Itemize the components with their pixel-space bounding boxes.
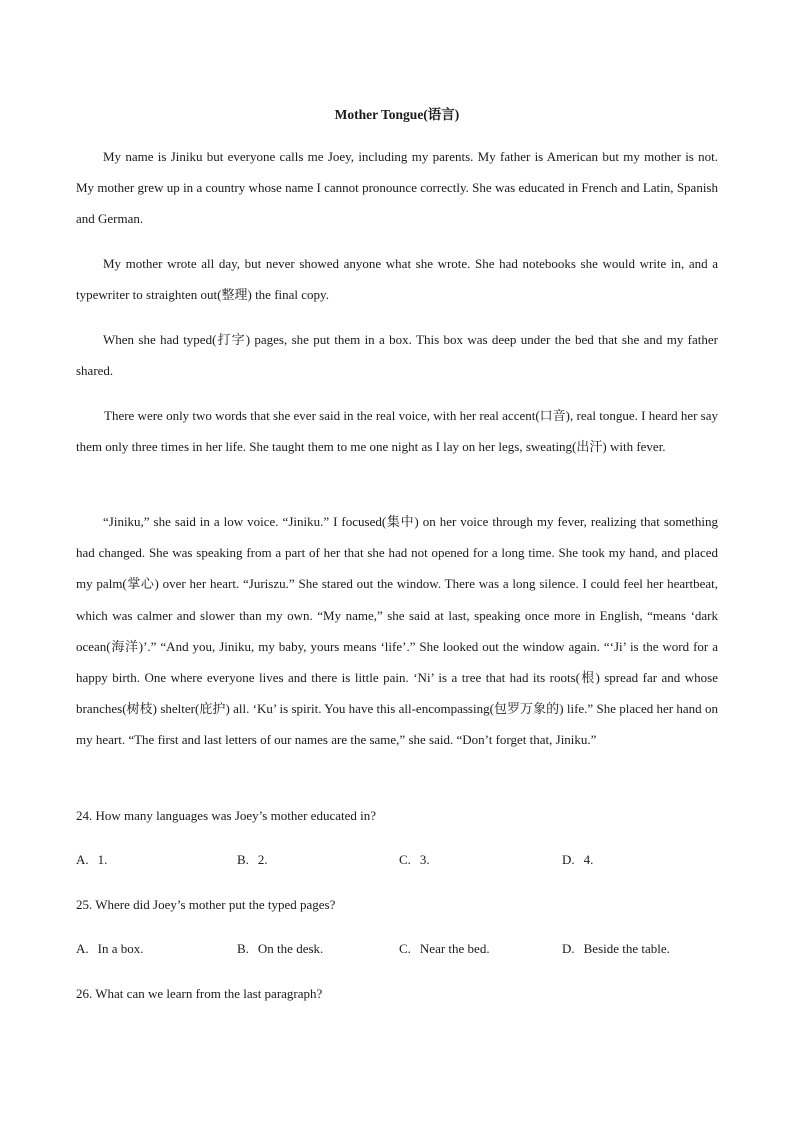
option-d[interactable]: D. Beside the table. xyxy=(562,941,670,956)
question-25-options xyxy=(76,941,736,961)
paragraph-2: My mother wrote all day, but never showed anyone what she wrote. She had notebooks she would write in, and a typewriter to straighten out(整理) the final copy. xyxy=(76,256,718,303)
option-c[interactable]: C. Near the bed. xyxy=(399,941,490,956)
option-b[interactable]: B. 2. xyxy=(237,852,268,867)
question-number: 26. xyxy=(76,986,93,1001)
option-c[interactable]: C. 3. xyxy=(399,852,430,867)
question-text: What can we learn from the last paragraph? xyxy=(95,986,323,1001)
paragraph-5: “Jiniku,” she said in a low voice. “Jiniku.” I focused(集中) on her voice through my fever, realizing that something had changed. She was speaking from a part of her that she had not opened for a long time. She took my hand, and placed my palm(掌心) over her heart. “Juriszu.” She stared out the window. There was a long silence. I could feel her heartbeat, which was calmer and slower than my own. “My name,” she said at last, speaking once more in English, “means ‘dark ocean(海洋)’.” “And you, Jiniku, my baby, yours means ‘life’.” She looked out the window again. “‘Ji’ is the word for a happy birth. One where everyone lives and there is little pain. ‘Ni’ is a tree that had its roots(根) spread far and whose branches(树枝) shelter(庇护) all. ‘Ku’ is spirit. You have this all-encompassing(包罗万象的) life.” She placed her hand on my heart. “The first and last letters of our names are the same,” she said. “Don’t forget that, Jiniku.” xyxy=(76,514,718,748)
passage-title: Mother Tongue(语言) xyxy=(334,107,460,122)
question-25 xyxy=(76,897,335,913)
question-number: 24. xyxy=(76,808,93,823)
paragraph-1: My name is Jiniku but everyone calls me Joey, including my parents. My father is American but my mother is not. My mother grew up in a country whose name I cannot pronounce correctly. She was educated in French and Latin, Spanish and German. xyxy=(76,149,718,227)
option-a[interactable]: A. In a box. xyxy=(76,941,144,956)
paragraph-3: When she had typed(打字) pages, she put them in a box. This box was deep under the bed that she and my father shared. xyxy=(76,332,718,379)
option-d[interactable]: D. 4. xyxy=(562,852,594,867)
question-text: How many languages was Joey’s mother educated in? xyxy=(95,808,377,823)
question-number: 25. xyxy=(76,897,93,912)
question-26 xyxy=(76,986,322,1002)
question-24 xyxy=(76,808,376,824)
paragraph-4: There were only two words that she ever said in the real voice, with her real accent(口音), real tongue. I heard her say them only three times in her life. She taught them to me one night as I lay on her legs, sweating(出汗) with fever. xyxy=(76,408,718,455)
option-b[interactable]: B. On the desk. xyxy=(237,941,324,956)
option-a[interactable]: A. 1. xyxy=(76,852,108,867)
question-24-options xyxy=(76,852,736,872)
question-text: Where did Joey’s mother put the typed pages? xyxy=(95,897,336,912)
